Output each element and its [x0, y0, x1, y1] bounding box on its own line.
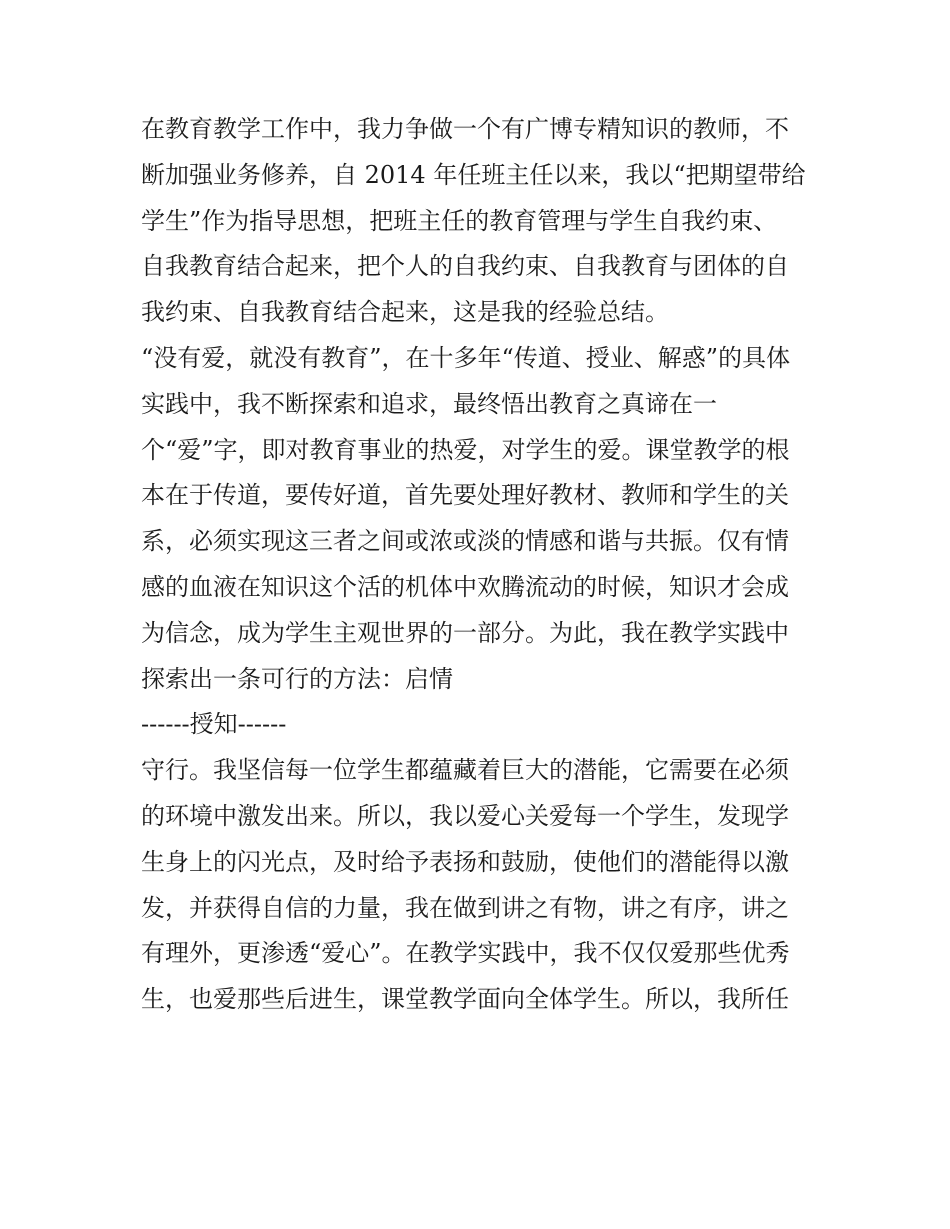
- text-line-15: 守行。我坚信每一位学生都蕴藏着巨大的潜能，它需要在必须: [141, 756, 789, 785]
- text-line-18: 发，并获得自信的力量，我在做到讲之有物，讲之有序，讲之: [141, 893, 789, 922]
- text-line-1: 在教育教学工作中，我力争做一个有广博专精知识的教师，不: [141, 115, 789, 143]
- text-line-13: 探索出一条可行的方法：启情: [141, 664, 453, 693]
- text-line-2: 断加强业务修养，自 2014 年任班主任以来，我以“把期望带给: [141, 160, 806, 189]
- text-line-5: 我约束、自我教育结合起来，这是我的经验总结。: [141, 298, 669, 327]
- text-line-20: 生，也爱那些后进生，课堂教学面向全体学生。所以，我所任: [141, 985, 789, 1014]
- text-line-10: 系，必须实现这三者之间或浓或淡的情感和谐与共振。仅有情: [141, 527, 789, 556]
- body-text: [141, 107, 821, 1023]
- text-line-4: 自我教育结合起来，把个人的自我约束、自我教育与团体的自: [141, 252, 789, 281]
- text-line-7: 实践中，我不断探索和追求，最终悟出教育之真谛在一: [141, 389, 717, 418]
- text-line-8: 个“爱”字，即对教育事业的热爱，对学生的爱。课堂教学的根: [141, 435, 790, 464]
- text-line-17: 生身上的闪光点，及时给予表扬和鼓励，使他们的潜能得以激: [141, 847, 789, 876]
- text-line-19: 有理外，更渗透“爱心”。在教学实践中，我不仅仅爱那些优秀: [141, 939, 790, 968]
- text-line-3: 学生”作为指导思想，把班主任的教育管理与学生自我约束、: [141, 206, 778, 235]
- text-line-11: 感的血液在知识这个活的机体中欢腾流动的时候，知识才会成: [141, 572, 789, 601]
- text-line-9: 本在于传道，要传好道，首先要处理好教材、教师和学生的关: [141, 481, 789, 510]
- text-line-12: 为信念，成为学生主观世界的一部分。为此，我在教学实践中: [141, 618, 789, 647]
- text-line-6: “没有爱，就没有教育”，在十多年“传道、授业、解惑”的具体: [141, 343, 791, 372]
- text-line-16: 的环境中激发出来。所以，我以爱心关爱每一个学生，发现学: [141, 801, 789, 830]
- text-line-14: ------授知------: [141, 710, 287, 739]
